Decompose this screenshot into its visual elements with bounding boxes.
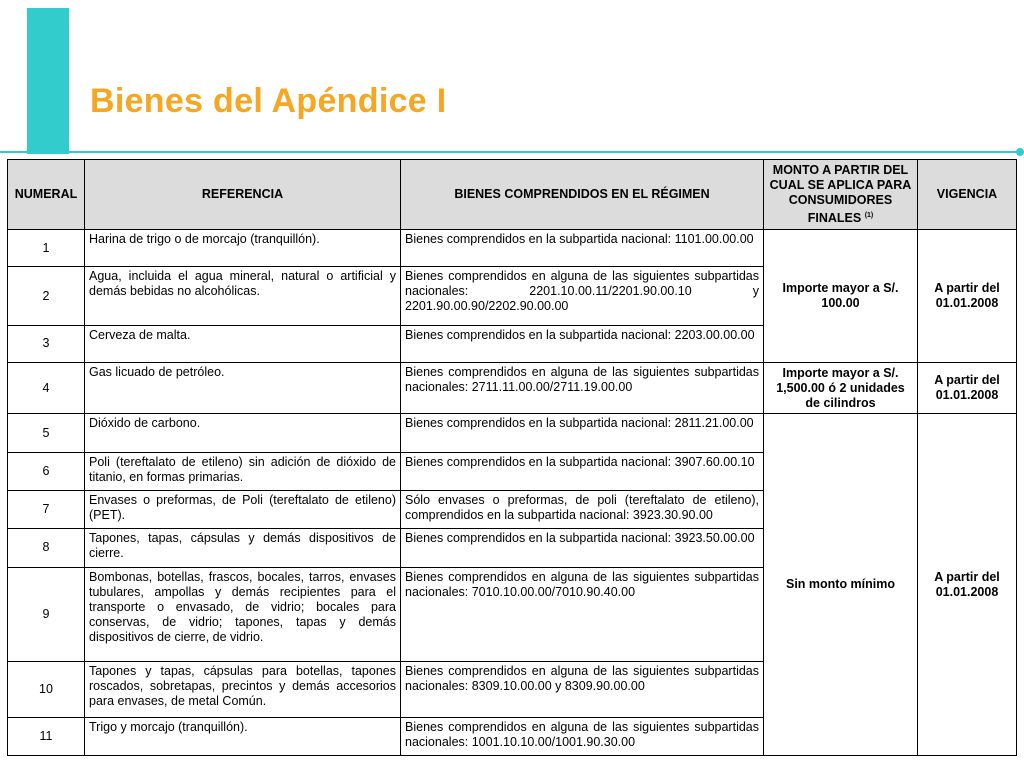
row-referencia: Tapones y tapas, cápsulas para botellas, tapones roscados, sobretapas, precintos y demás accesorios para envases, de metal Común.: [85, 662, 401, 717]
group-monto: Importe mayor a S/. 1,500.00 ó 2 unidades de cilindros: [764, 363, 918, 414]
row-bienes: Bienes comprendidos en la subpartida nacional: 2203.00.00.00: [401, 325, 764, 362]
row-referencia: Agua, incluida el agua mineral, natural o artificial y demás bebidas no alcohólicas.: [85, 267, 401, 325]
row-bienes: Bienes comprendidos en alguna de las siguientes subpartidas nacionales: 7010.10.00.00/7010.90.40.00: [401, 567, 764, 662]
row-referencia: Trigo y morcajo (tranquillón).: [85, 717, 401, 755]
row-numeral: 1: [8, 230, 85, 267]
group-monto: Importe mayor a S/. 100.00: [764, 230, 918, 363]
appendix-table: [7, 159, 1017, 756]
row-numeral: 6: [8, 452, 85, 490]
group-vigencia: A partir del 01.01.2008: [918, 230, 1017, 363]
page-title: Bienes del Apéndice I: [90, 82, 447, 120]
row-bienes: Bienes comprendidos en la subpartida nacional: 3923.50.00.00: [401, 529, 764, 567]
header-monto-note: (1): [864, 211, 874, 219]
row-referencia: Harina de trigo o de morcajo (tranquillón).: [85, 230, 401, 267]
header-referencia: REFERENCIA: [85, 160, 401, 230]
row-bienes: Bienes comprendidos en alguna de las siguientes subpartidas nacionales: 2201.10.00.11/2201.90.00.10 y 2201.90.00.90/2202.90.00.00: [401, 267, 764, 325]
accent-bar: [27, 8, 69, 154]
row-numeral: 9: [8, 567, 85, 662]
title-rule: [0, 151, 1024, 153]
row-referencia: Bombonas, botellas, frascos, bocales, tarros, envases tubulares, ampollas y demás recipientes para el transporte o envasado, de vidrio; bocales para conservas, de vidrio; tapones, tapas y demás dispositivos de cierre, de vidrio.: [85, 567, 401, 662]
row-numeral: 10: [8, 662, 85, 717]
row-bienes: Bienes comprendidos en alguna de las siguientes subpartidas nacionales: 1001.10.10.00/1001.90.30.00: [401, 717, 764, 755]
row-numeral: 2: [8, 267, 85, 325]
row-bienes: Bienes comprendidos en alguna de las siguientes subpartidas nacionales: 8309.10.00.00 y 8309.90.00.00: [401, 662, 764, 717]
row-numeral: 4: [8, 363, 85, 414]
table-header-row: [8, 160, 1017, 230]
header-monto-text: MONTO A PARTIR DEL CUAL SE APLICA PARA CONSUMIDORES FINALES: [769, 162, 912, 226]
header-vigencia: VIGENCIA: [918, 160, 1017, 230]
row-referencia: Cerveza de malta.: [85, 325, 401, 362]
table-row: [8, 363, 1017, 414]
row-bienes: Bienes comprendidos en la subpartida nacional: 2811.21.00.00: [401, 414, 764, 452]
row-numeral: 8: [8, 529, 85, 567]
row-referencia: Dióxido de carbono.: [85, 414, 401, 452]
row-numeral: 5: [8, 414, 85, 452]
row-referencia: Tapones, tapas, cápsulas y demás dispositivos de cierre.: [85, 529, 401, 567]
header-bienes: BIENES COMPRENDIDOS EN EL RÉGIMEN: [401, 160, 764, 230]
row-bienes: Bienes comprendidos en la subpartida nacional: 3907.60.00.10: [401, 452, 764, 490]
row-bienes: Sólo envases o preformas, de poli (tereftalato de etileno), comprendidos en la subpartida nacional: 3923.30.90.00: [401, 490, 764, 528]
table-row: [8, 414, 1017, 452]
row-numeral: 7: [8, 490, 85, 528]
row-referencia: Gas licuado de petróleo.: [85, 363, 401, 414]
row-numeral: 3: [8, 325, 85, 362]
row-referencia: Poli (tereftalato de etileno) sin adición de dióxido de titanio, en formas primarias.: [85, 452, 401, 490]
group-vigencia: A partir del 01.01.2008: [918, 414, 1017, 756]
group-vigencia: A partir del 01.01.2008: [918, 363, 1017, 414]
row-bienes: Bienes comprendidos en la subpartida nacional: 1101.00.00.00: [401, 230, 764, 267]
row-numeral: 11: [8, 717, 85, 755]
group-monto: Sin monto mínimo: [764, 414, 918, 756]
table-row: [8, 230, 1017, 267]
row-bienes: Bienes comprendidos en alguna de las siguientes subpartidas nacionales: 2711.11.00.00/2711.19.00.00: [401, 363, 764, 414]
row-referencia: Envases o preformas, de Poli (tereftalato de etileno) (PET).: [85, 490, 401, 528]
header-monto: [764, 160, 918, 230]
header-numeral: NUMERAL: [8, 160, 85, 230]
title-rule-end: [1016, 148, 1024, 156]
